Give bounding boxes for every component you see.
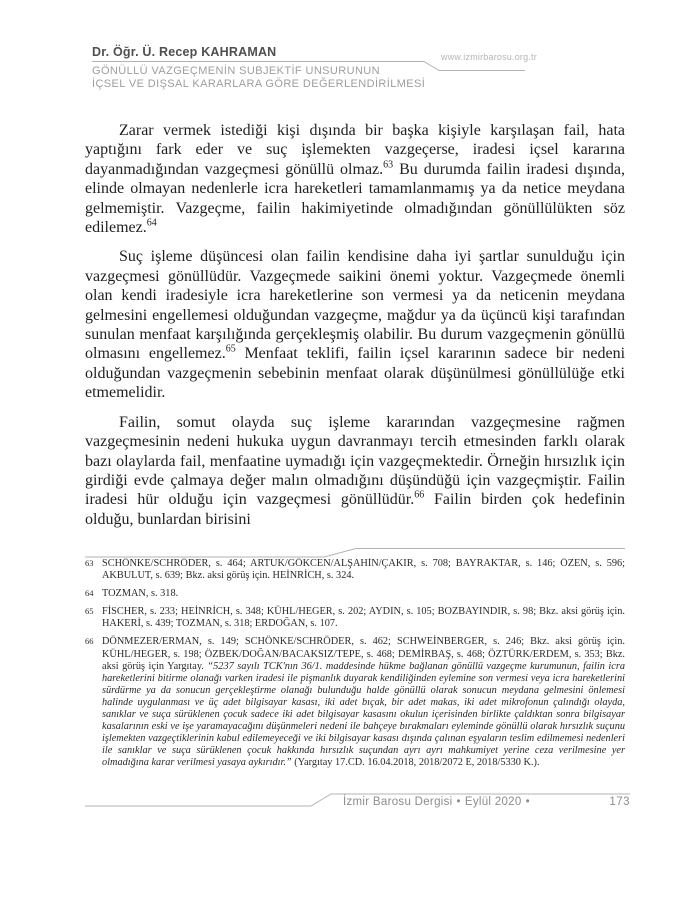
footnote: 65 FİSCHER, s. 233; HEİNRİCH, s. 348; KÜHL/HEGER, s. 202; AYDIN, s. 105; BOZBAYINDIR, s. 98; Bkz. aksi görüş için. HAKERİ, s. 439; TOZMAN, s. 318; ERDOĞAN, s. 107. [85, 606, 625, 630]
footnote-number: 65 [85, 606, 94, 617]
footnote-number: 66 [85, 636, 94, 647]
footnote-number: 63 [85, 558, 94, 568]
footnote-ref: 63 [383, 159, 394, 171]
paragraph: Failin, somut olayda suç işleme kararından vazgeçmesine rağmen vazgeçmesinin nedeni hukuka uygun davranmayı tercih etmesinden farklı olarak bazı olaylarda fail, menfaatine uymadığı için vazgeçmektedir. Örneğin hırsızlık için girdiği evde çalmaya değer malın olmadığını düşündüğü için vazgeçmiştir. Failin iradesi hür olduğu için vazgeçmesi gönüllüdür.$^{66}$ Failin birden çok hedefinin olduğu, bunlardan birisini [85, 413, 625, 528]
author-name: Dr. Öğr. Ü. Recep KAHRAMAN [92, 45, 277, 59]
footnote-number: 64 [85, 588, 94, 599]
footer-journal-name: İzmir Barosu Dergisi [343, 796, 453, 808]
footnote-separator-rule [85, 549, 625, 558]
footnotes-block [85, 558, 625, 776]
journal-website-url: www.izmirbarosu.org.tr [441, 52, 537, 62]
footer-journal-line [343, 796, 534, 808]
paragraph: Suç işleme düşüncesi olan failin kendisine daha iyi şartlar sunulduğu için vazgeçmesi gönüllüdür. Vazgeçmede saikini önemi yoktur. Vazgeçmede önemli olan kendi iradesiyle icra hareketlerine son vermesi ya da neticenin meydana gelmesini engellemesi olduğundan vazgeçme, mağdur ya da üçüncü kişi tarafından sunulan menfaat karşılığında gerçekleşmiş olabilir. Bu durum vazgeçmenin gönüllü olmasını engellemez.$^{65}$ Menfaat teklifi, failin içsel kararının sadece bir nedeni olduğundan vazgeçmenin sebebinin menfaat olarak düşünülmesi gönüllülüğe etki etmemelidir. [85, 248, 625, 402]
footer-issue: Eylül 2020 [464, 796, 522, 808]
footnote: 66 DÖNMEZER/ERMAN, s. 149; SCHÖNKE/SCHRÖDER, s. 462; SCHWEİNBERGER, s. 246; Bkz. aksi görüş için. KÜHL/HEGER, s. 198; ÖZBEK/DOĞAN/BACAKSIZ/TEPE, s. 468; DEMİRBAŞ, s. 468; ÖZTÜRK/ERDEM, s. 353; Bkz. aksi görüş için Yargıtay. “5237 sayılı TCK'nın 36/1. maddesinde hükme bağlanan gönüllü vazgeçme kurumunun, failin icra hareketlerini bitirme olanağı varken iradesi ile pişmanlık duyarak kendiliğinden eylemine son vermesi veya icra hareketlerini sürdürme ya da sonucun gerçekleştirme olanağı bulunduğu halde gönüllü olarak sonucun meydana gelmesini önlemesi halinde uygulanması ve üç adet bilgisayar kasası, iki adet bıçak, bir adet makas, iki adet mikrofonun çalındığı olayda, sanıklar ve suça sürüklenen çocuk sadece iki adet bilgisayar kasasını okulun içerisinden birlikte çaldıktan sonra bilgisayar kasalarının eski ve işe yaramayacağını düşünmeleri nedeni ile bahçeye bırakmaları eyleminde gönüllü olarak hırsızlık suçunu işlemekten vazgeçtiklerinin kabul edilemeyeceği ve iki bilgisayar kasası dışında çalınan eşyaların teslim edilmemesi nedenleri ile sanıklar ve suça sürüklenen çocuk hakkında hırsızlık suçundan ayrı ayrı mahkumiyet yerine ceza verilmesine yer olmadığına karar verilmesi yasaya aykırıdır.” (Yargıtay 17.CD. 16.04.2018, 2018/2072 E, 2018/5330 K.). [85, 636, 625, 769]
footnote-ref: 66 [414, 489, 425, 501]
page-number: 173 [609, 796, 630, 808]
footer-bullet: • [456, 796, 461, 808]
footnote: 63 SCHÖNKE/SCHRÖDER, s. 464; ARTUK/GÖKCEN/ALŞAHİN/ÇAKIR, s. 708; BAYRAKTAR, s. 146; ÖZEN, s. 596; AKBULUT, s. 639; Bkz. aksi görüş için. HEİNRİCH, s. 324. [85, 558, 625, 582]
court-decision-quote: “5237 sayılı TCK'nın 36/1. maddesinde hükme bağlanan gönüllü vazgeçme kurumunun, failin icra hareketlerini bitirme olanağı varken iradesi ile pişmanlık duyarak kendiliğinden eylemine son vermesi veya icra hareketlerini sürdürme ya da sonucun gerçekleştirme olanağı bulunduğu halde gönüllü olarak sonucun meydana gelmesini önlemesi halinde uygulanması ve üç adet bilgisayar kasası, iki adet bıçak, bir adet makas, iki adet mikrofonun çalındığı olayda, sanıklar ve suça sürüklenen çocuk sadece iki adet bilgisayar kasasını okulun içerisinden birlikte çaldıktan sonra bilgisayar kasalarının eski ve işe yaramayacağını düşünmeleri nedeni ile bahçeye bırakmaları eyleminde gönüllü olarak hırsızlık suçunu işlemekten vazgeçtiklerinin kabul edilemeyeceği ve iki bilgisayar kasası dışında çalınan eşyaların teslim edilmemesi nedenleri ile sanıklar ve suça sürüklenen çocuk hakkında hırsızlık suçundan ayrı ayrı mahkumiyet yerine ceza verilmesine yer olmadığına karar verilmesi yasaya aykırıdır.” [102, 660, 625, 769]
article-title-line1: GÖNÜLLÜ VAZGEÇMENİN SUBJEKTİF UNSURUNUN [92, 65, 380, 77]
footnote-ref: 64 [146, 217, 157, 229]
article-title-line2: İÇSEL VE DIŞSAL KARARLARA GÖRE DEĞERLENDİRİLMESİ [92, 78, 426, 90]
paragraph: Zarar vermek istediği kişi dışında bir başka kişiyle karşılaşan fail, hata yaptığını fark eder ve suç işlemekten vazgeçerse, iradesi içsel kararına dayanmadığından vazgeçmesi gönüllü olmaz.$^{63}$ Bu durumda failin iradesi dışında, elinde olmayan nedenlerle icra hareketleri tamamlanmamış ya da netice meydana gelmemiştir. Vazgeçme, failin hakimiyetinde olmadığından gönüllülükten söz edilemez.$^{64}$ [85, 122, 625, 237]
footer-bullet: • [525, 796, 530, 808]
footnote: 64 TOZMAN, s. 318. [85, 588, 179, 600]
article-body [85, 121, 625, 539]
footnote-ref: 65 [225, 344, 236, 356]
